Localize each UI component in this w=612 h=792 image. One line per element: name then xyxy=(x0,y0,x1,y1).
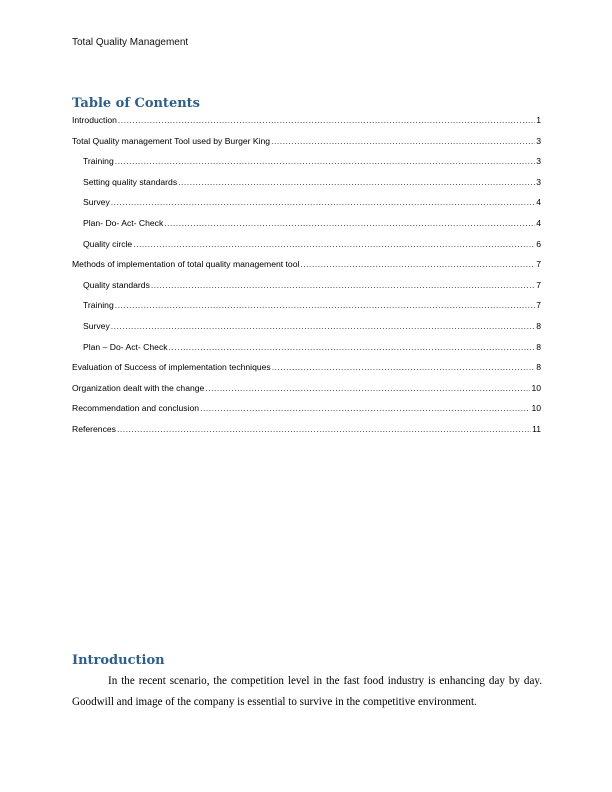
toc-leader-dots xyxy=(169,340,536,354)
toc-leader-dots xyxy=(133,237,535,251)
toc-entry-page: 8 xyxy=(536,320,541,331)
toc-entry-title: Total Quality management Tool used by Burger King xyxy=(72,135,271,146)
toc-entry-evaluation-of-success[interactable] xyxy=(72,360,541,381)
toc-entry-page: 7 xyxy=(536,300,541,311)
toc-entry-organization-dealt-with-change[interactable] xyxy=(72,381,541,402)
toc-entry-title: Methods of implementation of total quality management tool xyxy=(72,259,300,270)
toc-entry-title: References xyxy=(72,423,116,434)
toc-leader-dots xyxy=(115,154,535,168)
toc-title: Table of Contents xyxy=(72,96,200,111)
toc-entry-title: Evaluation of Success of implementation techniques xyxy=(72,362,271,373)
toc-leader-dots xyxy=(111,319,535,333)
toc-entry-page: 6 xyxy=(536,238,541,249)
toc-entry-page: 11 xyxy=(532,423,541,434)
toc-entry-title: Training xyxy=(83,156,114,167)
toc-leader-dots xyxy=(164,216,535,230)
toc-entry-page: 8 xyxy=(536,341,541,352)
toc-leader-dots xyxy=(271,134,535,148)
toc-entry-title: Setting quality standards xyxy=(83,176,178,187)
toc-entry-page: 4 xyxy=(536,197,541,208)
toc-entry-setting-quality-standards[interactable] xyxy=(72,175,541,196)
toc-entry-title: Quality standards xyxy=(83,279,150,290)
toc-entry-quality-circle[interactable] xyxy=(72,237,541,258)
toc-entry-survey[interactable] xyxy=(72,195,541,216)
running-header: Total Quality Management xyxy=(72,37,189,48)
toc-entry-page: 10 xyxy=(531,403,541,414)
toc-entry-plan-do-act-check[interactable] xyxy=(72,216,541,237)
toc-leader-dots xyxy=(178,175,535,189)
toc-entry-title: Introduction xyxy=(72,115,117,125)
toc-entry-recommendation-and-conclusion[interactable] xyxy=(72,401,541,422)
toc-entry-page: 3 xyxy=(536,156,541,167)
toc-entry-quality-standards[interactable] xyxy=(72,278,541,299)
toc-entry-page: 1 xyxy=(536,115,541,125)
toc-entry-introduction[interactable] xyxy=(72,113,541,134)
toc-entry-tqm-tool-burger-king[interactable] xyxy=(72,134,541,155)
introduction-paragraph: In the recent scenario, the competition level in the fast food industry is enhancing day by day. Goodwill and image of the company is essential to survive in the competitive environment. xyxy=(72,675,542,708)
toc-entry-title: Recommendation and conclusion xyxy=(72,403,200,414)
toc-leader-dots xyxy=(272,360,535,374)
toc-entry-references[interactable] xyxy=(72,422,541,443)
toc-entry-title: Survey xyxy=(83,320,110,331)
toc-leader-dots xyxy=(205,381,530,395)
toc-entry-title: Organization dealt with the change xyxy=(72,382,205,393)
toc-entry-training[interactable] xyxy=(72,154,541,175)
toc-entry-page: 7 xyxy=(536,279,541,290)
toc-entry-title: Quality circle xyxy=(83,238,133,249)
toc-leader-dots xyxy=(117,422,531,436)
introduction-heading: Introduction xyxy=(72,653,165,668)
toc-entry-page: 8 xyxy=(536,362,541,373)
toc-entry-page: 7 xyxy=(536,259,541,270)
toc-entry-training-2[interactable] xyxy=(72,298,541,319)
toc-leader-dots xyxy=(200,401,530,415)
toc-entry-page: 3 xyxy=(536,176,541,187)
toc-leader-dots xyxy=(300,257,535,271)
toc-entry-plan-do-act-check-2[interactable] xyxy=(72,340,541,361)
toc-entry-title: Survey xyxy=(83,197,110,208)
toc-leader-dots xyxy=(111,195,535,209)
toc-entry-page: 3 xyxy=(536,135,541,146)
toc-leader-dots xyxy=(151,278,535,292)
table-of-contents xyxy=(72,113,541,443)
toc-entry-title: Training xyxy=(83,300,114,311)
toc-leader-dots xyxy=(115,298,535,312)
toc-entry-page: 10 xyxy=(531,382,541,393)
toc-entry-methods-of-implementation[interactable] xyxy=(72,257,541,278)
toc-entry-title: Plan- Do- Act- Check xyxy=(83,217,164,228)
toc-leader-dots xyxy=(118,113,535,127)
toc-entry-page: 4 xyxy=(536,217,541,228)
toc-entry-title: Plan – Do- Act- Check xyxy=(83,341,168,352)
toc-entry-survey-2[interactable] xyxy=(72,319,541,340)
